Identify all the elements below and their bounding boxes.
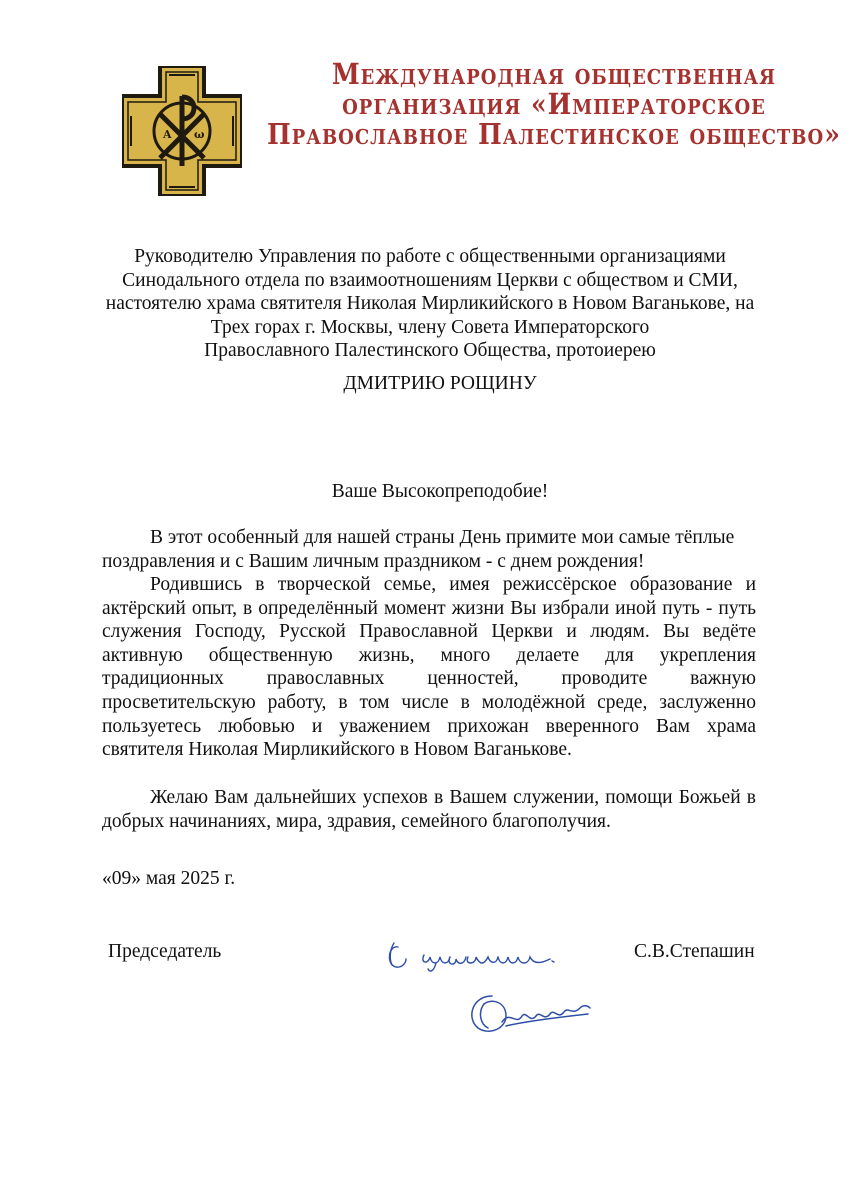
organization-title-line-2: организация «Императорское: [342, 87, 766, 122]
addressee-block: [40, 245, 820, 363]
letter-date: «09» мая 2025 г.: [102, 868, 236, 889]
svg-text:ω: ω: [194, 128, 205, 141]
organization-title: [262, 57, 846, 152]
organization-title-line-1: Международная общественная: [331, 57, 776, 92]
signature-image: [462, 988, 592, 1040]
society-emblem-logo: [122, 66, 242, 196]
addressee-line-2: Синодального отдела по взаимоотношениям Церкви с обществом и СМИ,: [122, 269, 738, 291]
addressee-line-3: настоятелю храма святителя Николая Мирликийского в Новом Ваганькове, на: [105, 293, 755, 314]
organization-title-line-3: Православное Палестинское общество»: [267, 117, 841, 152]
signatory-title: Председатель: [108, 941, 222, 962]
recipient-name: ДМИТРИЮ РОЩИНУ: [343, 373, 537, 394]
letter-paragraph-3: Желаю Вам дальнейших успехов в Вашем служении, помощи Божьей в добрых начинаниях, мира, здравия, семейного благополучия.: [102, 787, 756, 832]
addressee-line-4: Трех горах г. Москвы, члену Совета Императорского: [210, 316, 650, 338]
salutation: Ваше Высокопреподобие!: [331, 481, 549, 502]
addressee-line-1: Руководителю Управления по работе с общественными организациями: [134, 246, 726, 267]
signatory-name: С.В.Степашин: [634, 941, 755, 962]
letter-paragraph-2: Родившись в творческой семье, имея режиссёрское образование и актёрский опыт, в определённый момент жизни Вы избрали иной путь - путь служения Господу, Русской Православной Церкви и людям. Вы ведёте активную общественную жизнь, много делаете для укрепления традиционных православных ценностей, проводите важную просветительскую работу, в том числе в молодёжной среде, заслуженно пользуетесь любовью и уважением прихожан вверенного Вам храма святителя Николая Мирликийского в Новом Ваганькове.: [102, 574, 756, 761]
letter-paragraph-1: В этот особенный для нашей страны День примите мои самые тёплые поздравления и с Вашим личным праздником - с днем рождения!: [102, 527, 735, 572]
svg-text:A: A: [163, 128, 172, 141]
handwritten-regards: [384, 935, 574, 975]
addressee-line-5: Православного Палестинского Общества, протоиерею: [204, 340, 656, 361]
